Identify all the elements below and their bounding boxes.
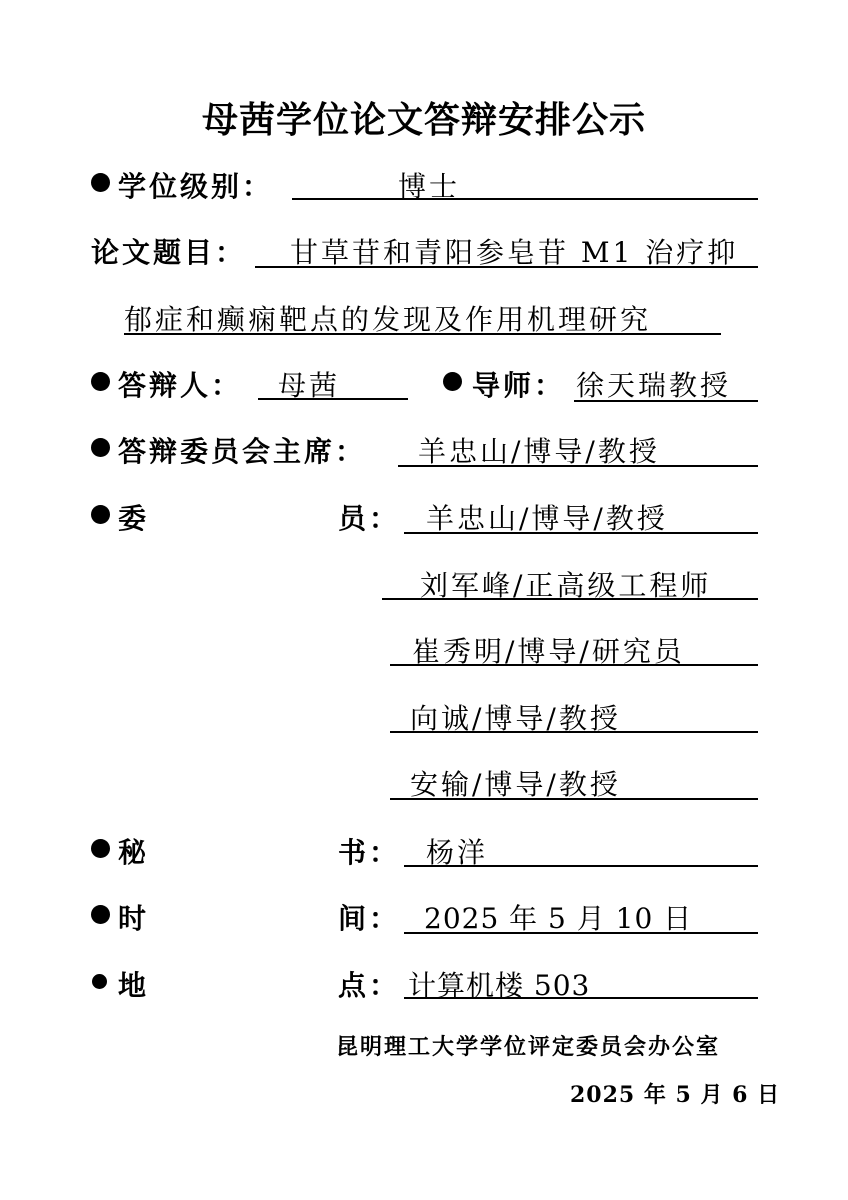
place-underline bbox=[404, 997, 758, 999]
issue-date: 2025 年 5 月 6 日 bbox=[570, 1082, 781, 1108]
time-label-right: 间： bbox=[338, 902, 401, 935]
thesis-title-line1: 甘草苷和青阳参皂苷 M1 治疗抑 bbox=[290, 236, 739, 269]
member-item: 安输/博导/教授 bbox=[410, 768, 621, 801]
member-item: 向诚/博导/教授 bbox=[410, 702, 621, 735]
secretary-underline bbox=[404, 865, 758, 867]
defender-label: 答辩人： bbox=[118, 369, 243, 402]
member-item: 刘军峰/正高级工程师 bbox=[420, 569, 712, 602]
degree-underline bbox=[292, 198, 758, 200]
member-underline bbox=[404, 532, 758, 534]
bullet-icon bbox=[443, 372, 462, 391]
thesis-underline-2 bbox=[124, 333, 721, 335]
degree-value: 博士 bbox=[398, 170, 461, 203]
thesis-label: 论文题目： bbox=[91, 236, 247, 269]
chair-underline bbox=[398, 465, 758, 467]
advisor-underline bbox=[574, 400, 758, 402]
issuing-office: 昆明理工大学学位评定委员会办公室 bbox=[336, 1034, 721, 1060]
time-underline bbox=[404, 932, 758, 934]
members-label-left: 委 bbox=[118, 502, 150, 535]
members-label-right: 员： bbox=[338, 502, 401, 535]
defender-underline bbox=[258, 398, 408, 400]
bullet-icon bbox=[91, 505, 110, 524]
advisor-value: 徐天瑞教授 bbox=[576, 369, 732, 402]
page-title: 母茜学位论文答辩安排公示 bbox=[201, 100, 646, 141]
thesis-underline-1 bbox=[255, 266, 758, 268]
secretary-label-right: 书： bbox=[338, 836, 401, 869]
bullet-icon bbox=[91, 438, 110, 457]
bullet-icon bbox=[91, 372, 110, 391]
member-underline bbox=[382, 598, 758, 600]
secretary-label-left: 秘 bbox=[118, 836, 150, 869]
advisor-label: 导师： bbox=[472, 369, 566, 402]
thesis-title-line2: 郁症和癫痫靶点的发现及作用机理研究 bbox=[124, 303, 652, 336]
bullet-icon bbox=[91, 839, 110, 858]
member-item: 羊忠山/博导/教授 bbox=[426, 502, 668, 535]
bullet-icon bbox=[91, 905, 110, 924]
member-item: 崔秀明/博导/研究员 bbox=[412, 635, 685, 668]
time-value: 2025 年 5 月 10 日 bbox=[424, 902, 693, 935]
member-underline bbox=[390, 798, 758, 800]
member-underline bbox=[390, 731, 758, 733]
defender-value: 母茜 bbox=[278, 369, 341, 402]
chair-label: 答辩委员会主席： bbox=[118, 435, 367, 468]
degree-label: 学位级别： bbox=[118, 170, 274, 203]
place-label-right: 点： bbox=[338, 969, 401, 1002]
member-underline bbox=[390, 664, 758, 666]
time-label-left: 时 bbox=[118, 902, 150, 935]
place-label-left: 地 bbox=[118, 969, 150, 1002]
bullet-icon bbox=[91, 173, 110, 192]
secretary-value: 杨洋 bbox=[426, 836, 489, 869]
chair-value: 羊忠山/博导/教授 bbox=[418, 435, 660, 468]
bullet-icon bbox=[92, 974, 107, 989]
place-value: 计算机楼 503 bbox=[408, 969, 591, 1002]
